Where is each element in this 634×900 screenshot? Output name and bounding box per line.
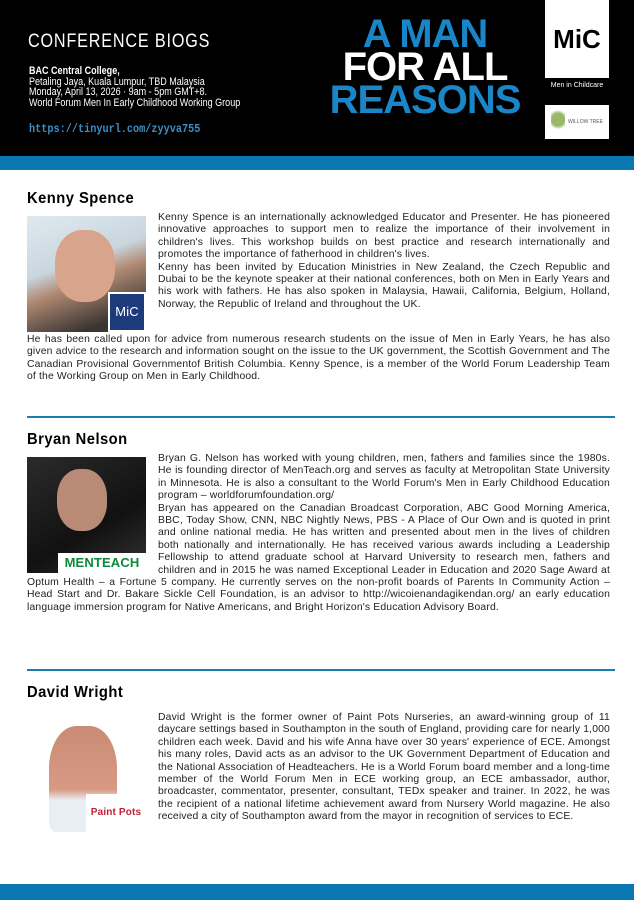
speaker-photo (27, 216, 146, 332)
speaker-name: Bryan Nelson (27, 431, 128, 448)
bio-paragraph: Kenny Spence is an internationally acknowledged Educator and Presenter. He has pioneered innovative approaches to support men to realize the importance of their involvement in children's lives. This workshop builds on best practice and research internationally and promotes the importance of fatherhood in children's lives. (158, 212, 610, 261)
venue-location: Petaling Jaya, Kuala Lumpur, TBD Malaysia (29, 75, 205, 88)
slogan (325, 12, 525, 122)
slogan-line-2: FOR ALL (342, 45, 508, 89)
slogan-line-1: A MAN (362, 12, 488, 56)
speaker-david-wright (27, 684, 610, 834)
speaker-name: David Wright (27, 684, 124, 701)
section-divider (27, 416, 615, 418)
bio-paragraph: Bryan has appeared on the Canadian Broadcast Corporation, ABC Good Morning America, BBC, Today Show, CNN, NBC Nightly News, PBS - A Place of Our Own and is quoted in print and online national media. He has written and presented about men in the lives of children both nationally and internationally. He has received various awards including a Leadership Fellowship to attend graduate school at Harvard University to research men, fathers and children and in 2015 he was named Exceptional Leader in Education and 2020 Sage Award at Optum Health – a Fortune 5 company. He currently serves on the non-profit boards of Parents In Community Action – Head Start and Dr. Bakare Sickle Cell Foundation, is an advisor to http://wicoienandagikendan.org/ an early education language immersion program for Native Americans, and Bright Horizon's Education Advisory Board. (27, 502, 610, 613)
event-details (29, 66, 240, 108)
bio-paragraph: Bryan G. Nelson has worked with young children, men, fathers and families since the 1980s. He is founding director of MenTeach.org and serves as faculty at Metropolitan State University in Minnesota. He is also a consultant to the World Forum's Men in Early Childhood Education program – worldforumfoundation.org/ (158, 453, 610, 502)
event-link[interactable]: https://tinyurl.com/zyyva755 (29, 122, 201, 136)
speaker-bryan-nelson (27, 431, 610, 614)
face-shape (57, 469, 107, 531)
event-group: World Forum Men In Early Childhood Working Group (29, 96, 241, 109)
speaker-photo (27, 716, 146, 832)
speaker-bio (27, 453, 610, 614)
bottom-accent-band (0, 884, 634, 900)
venue-name: BAC Central College, (29, 65, 120, 77)
bio-paragraph: David Wright is the former owner of Paint Pots Nurseries, an award-winning group of 11 daycare settings based in Southampton in the south of England, providing care for nearly 1,000 children each week. David and his wife Anna have over 30 years' experience of ECE. Amongst his many roles, David acts as an advisor to the UK Government Department of Education and the National Association of Headteachers. He is a World Forum board member and a long-time member of the World Forum Men in ECE working group, an ECE ambassador, author, broadcaster, commentator, presenter, consultant, TEDx speaker and trainer. In 2022, he was the recipient of a national lifetime achievement award from Nursery World magazine. He also received a city of Southampton award from the mayor in recognition of services to ECE. (158, 712, 610, 823)
mic-caption: Men in Childcare (550, 82, 604, 89)
willow-tree-logo (545, 105, 609, 139)
speaker-photo (27, 457, 146, 573)
speaker-name: Kenny Spence (27, 190, 135, 207)
mic-logo: MiC (545, 0, 609, 78)
event-datetime: Monday, April 13, 2026 · 9am - 5pm GMT+8. (29, 86, 208, 98)
bio-paragraph: He has been called upon for advice from numerous research students on the issue of Men in Early Years, he has also given advice to the research and information sought on the issue to the UK government, the Scottish Government and The Canadian Provisional Governmentof British Columbia. Kenny Spence, is a member of the World Forum Leadership Team of the Working Group on Men in Early Childhood. (27, 334, 610, 383)
speaker-bio (27, 706, 610, 824)
slogan-line-3: REASONS (329, 78, 521, 122)
bio-paragraph: Kenny has been invited by Education Ministries in New Zealand, the Czech Republic and Dubai to be the keynote speaker at their national conferences, both on Men in Early Years and his work with fathers. He has also spoken in Malaysia, Hawaii, California, Belgium, Holland, Norway, the Republic of Ireland and throughout the UK. (158, 261, 610, 310)
menteach-badge: MENTEACH (58, 553, 146, 573)
willow-logo-text: WILLOW TREE (568, 119, 603, 125)
header-banner (0, 0, 634, 156)
tree-icon (551, 110, 565, 134)
face-shape (55, 230, 115, 302)
speaker-bio (27, 212, 610, 384)
speaker-kenny-spence (27, 190, 610, 384)
mic-badge: MiC (108, 292, 146, 332)
page-title: CONFERENCE BIOGS (28, 31, 211, 52)
top-accent-band (0, 156, 634, 170)
section-divider (27, 669, 615, 671)
paint-pots-badge: Paint Pots (86, 794, 146, 832)
